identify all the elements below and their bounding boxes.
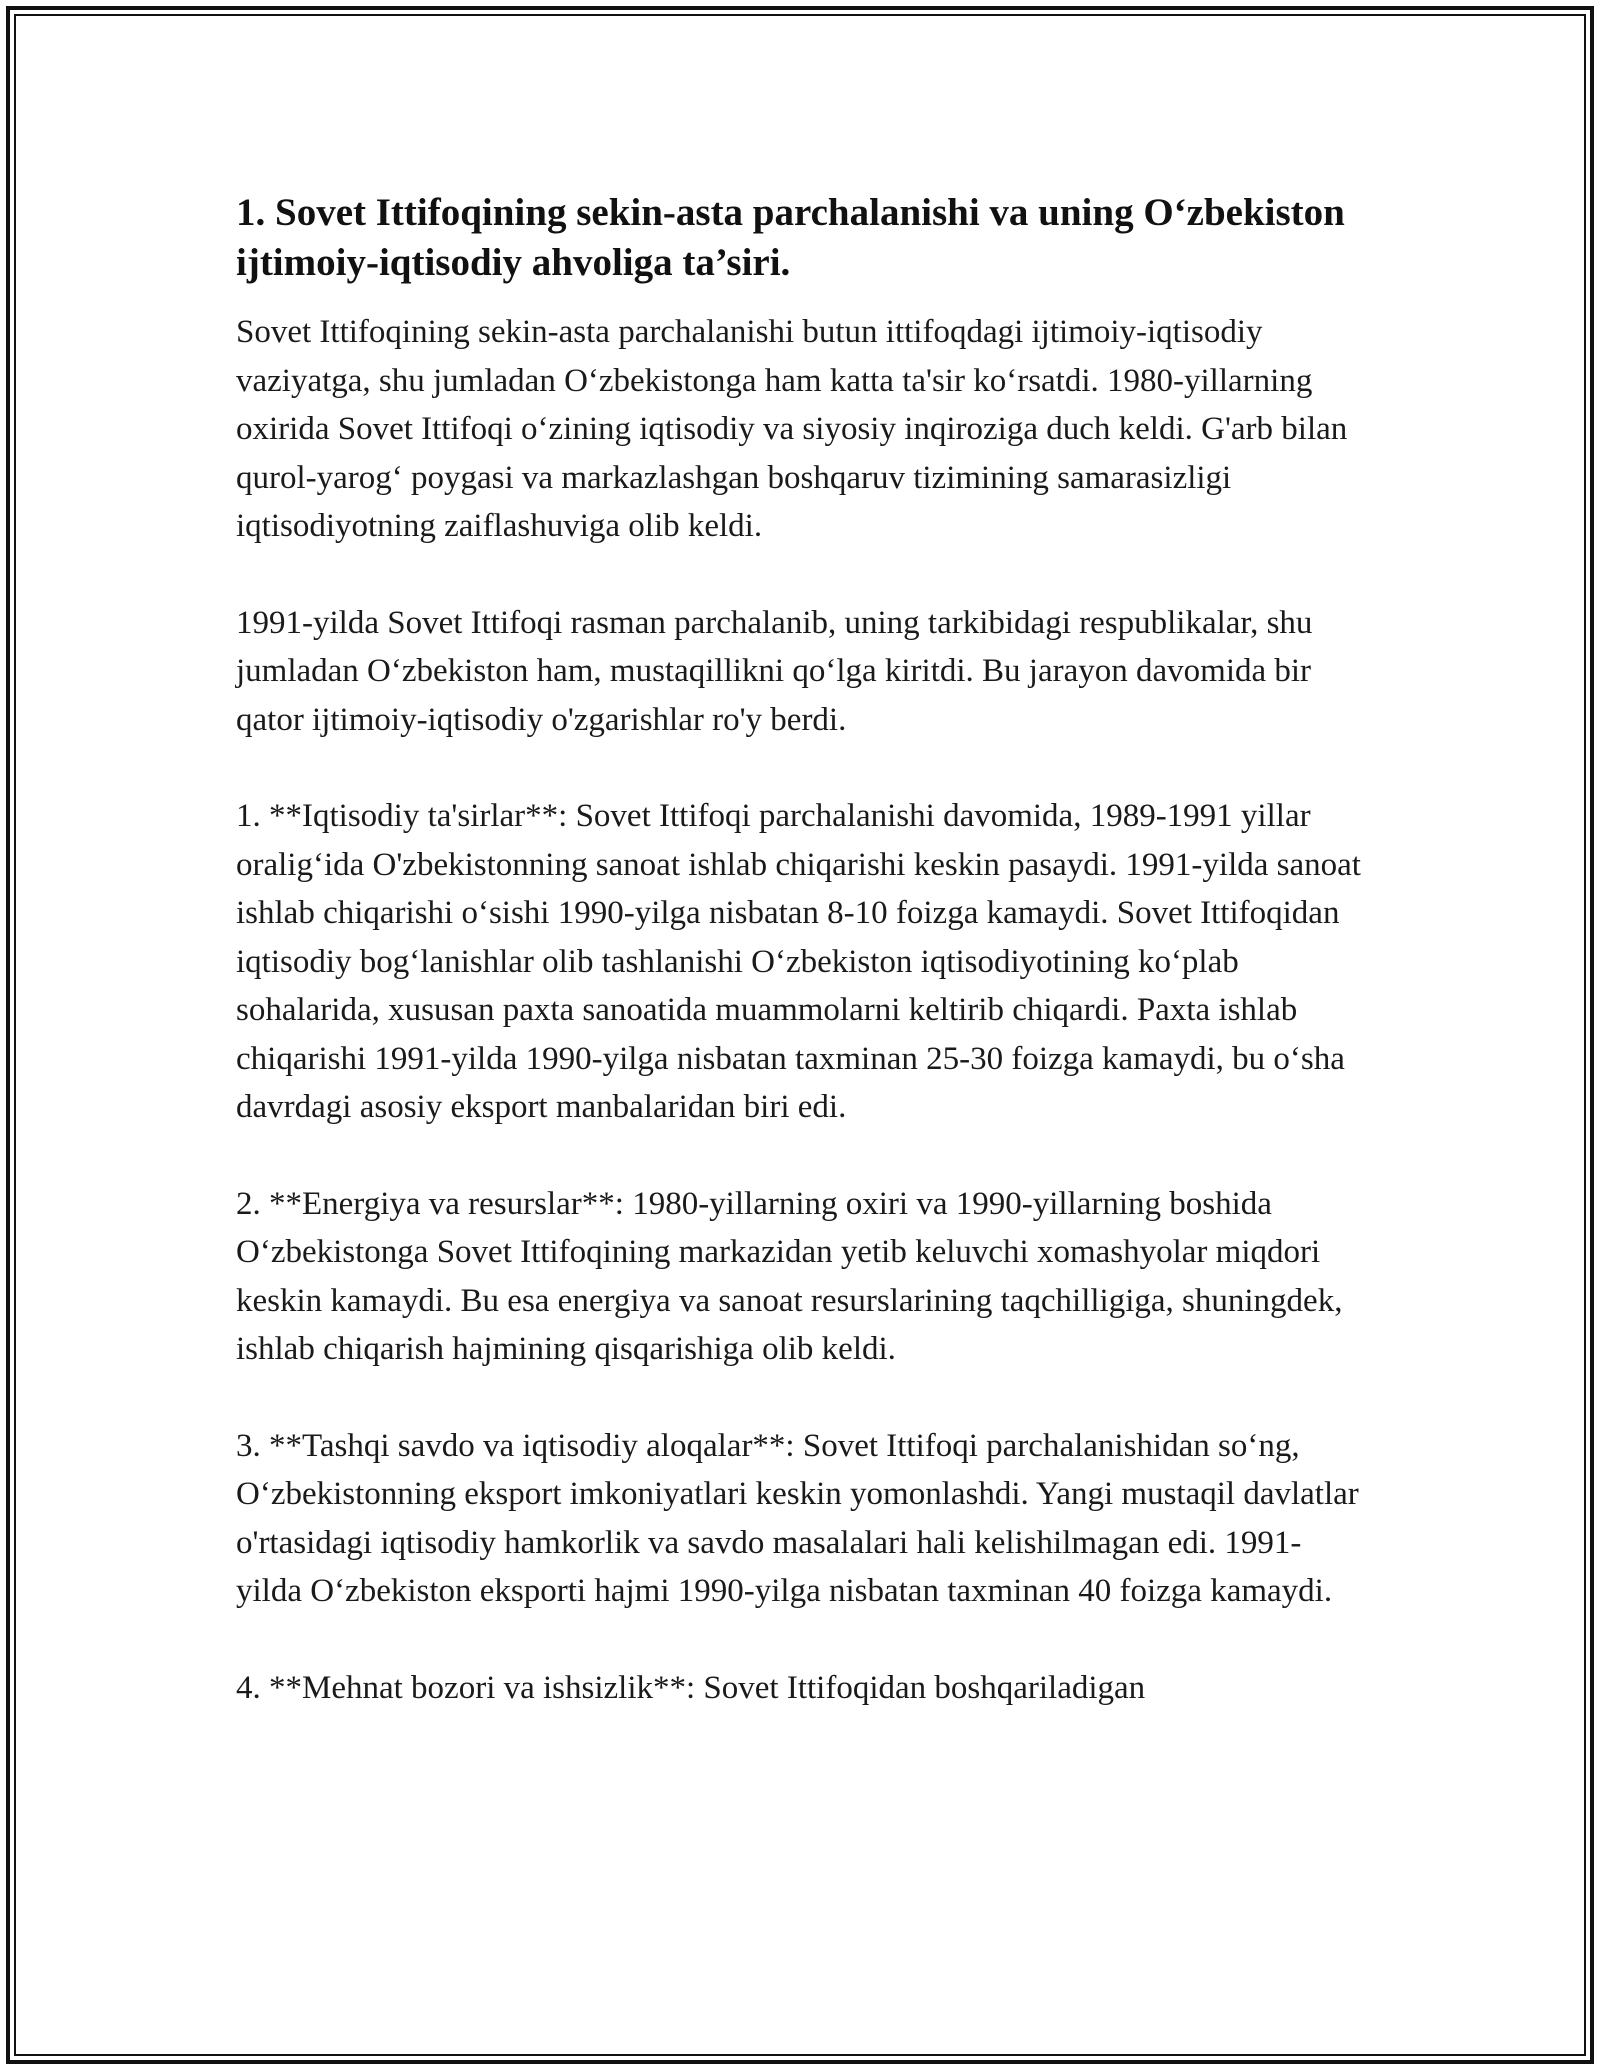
document-body	[236, 188, 1366, 1712]
paragraph-energy-resources: 2. **Energiya va resurslar**: 1980-yillarning oxiri va 1990-yillarning boshida O‘zbekistonga Sovet Ittifoqining markazidan yetib keluvchi xomashyolar miqdori keskin kamaydi. Bu esa energiya va sanoat resurslarining taqchilligiga, shuningdek, ishlab chiqarish hajmining qisqarishiga olib keldi.	[236, 1185, 1343, 1367]
paragraph-intro: Sovet Ittifoqining sekin-asta parchalanishi butun ittifoqdagi ijtimoiy-iqtisodiy vaziyatga, shu jumladan O‘zbekistonga ham katta ta'sir ko‘rsatdi. 1980-yillarning oxirida Sovet Ittifoqi o‘zining iqtisodiy va siyosiy inqiroziga duch keldi. G'arb bilan qurol-yarog‘ poygasi va markazlashgan boshqaruv tizimining samarasizligi iqtisodiyotning zaiflashuviga olib keldi.	[236, 314, 1348, 544]
paragraph-labor-market: 4. **Mehnat bozori va ishsizlik**: Sovet Ittifoqidan boshqariladigan	[236, 1669, 1146, 1706]
paragraph-foreign-trade: 3. **Tashqi savdo va iqtisodiy aloqalar**: Sovet Ittifoqi parchalanishidan so‘ng, O‘zbekistonning eksport imkoniyatlari keskin yomonlashdi. Yangi mustaqil davlatlar o'rtasidagi iqtisodiy hamkorlik va savdo masalalari hali kelishilmagan edi. 1991-yilda O‘zbekiston eksporti hajmi 1990-yilga nisbatan taxminan 40 foizga kamaydi.	[236, 1427, 1359, 1609]
paragraph-economic-effects: 1. **Iqtisodiy ta'sirlar**: Sovet Ittifoqi parchalanishi davomida, 1989-1991 yillar oralig‘ida O'zbekistonning sanoat ishlab chiqarishi keskin pasaydi. 1991-yilda sanoat ishlab chiqarishi o‘sishi 1990-yilga nisbatan 8-10 foizga kamaydi. Sovet Ittifoqidan iqtisodiy bog‘lanishlar olib tashlanishi O‘zbekiston iqtisodiyotining ko‘plab sohalarida, xususan paxta sanoatida muammolarni keltirib chiqardi. Paxta ishlab chiqarishi 1991-yilda 1990-yilga nisbatan taxminan 25-30 foizga kamaydi, bu o‘sha davrdagi asosiy eksport manbalaridan biri edi.	[236, 798, 1361, 1125]
paragraph-independence: 1991-yilda Sovet Ittifoqi rasman parchalanib, uning tarkibidagi respublikalar, shu jumladan O‘zbekiston ham, mustaqillikni qo‘lga kiritdi. Bu jarayon davomida bir qator ijtimoiy-iqtisodiy o'zgarishlar ro'y berdi.	[236, 604, 1313, 738]
document-heading: 1. Sovet Ittifoqining sekin-asta parchalanishi va uning O‘zbekiston ijtimoiy-iqtisodiy ahvoliga ta’siri.	[236, 191, 1345, 284]
